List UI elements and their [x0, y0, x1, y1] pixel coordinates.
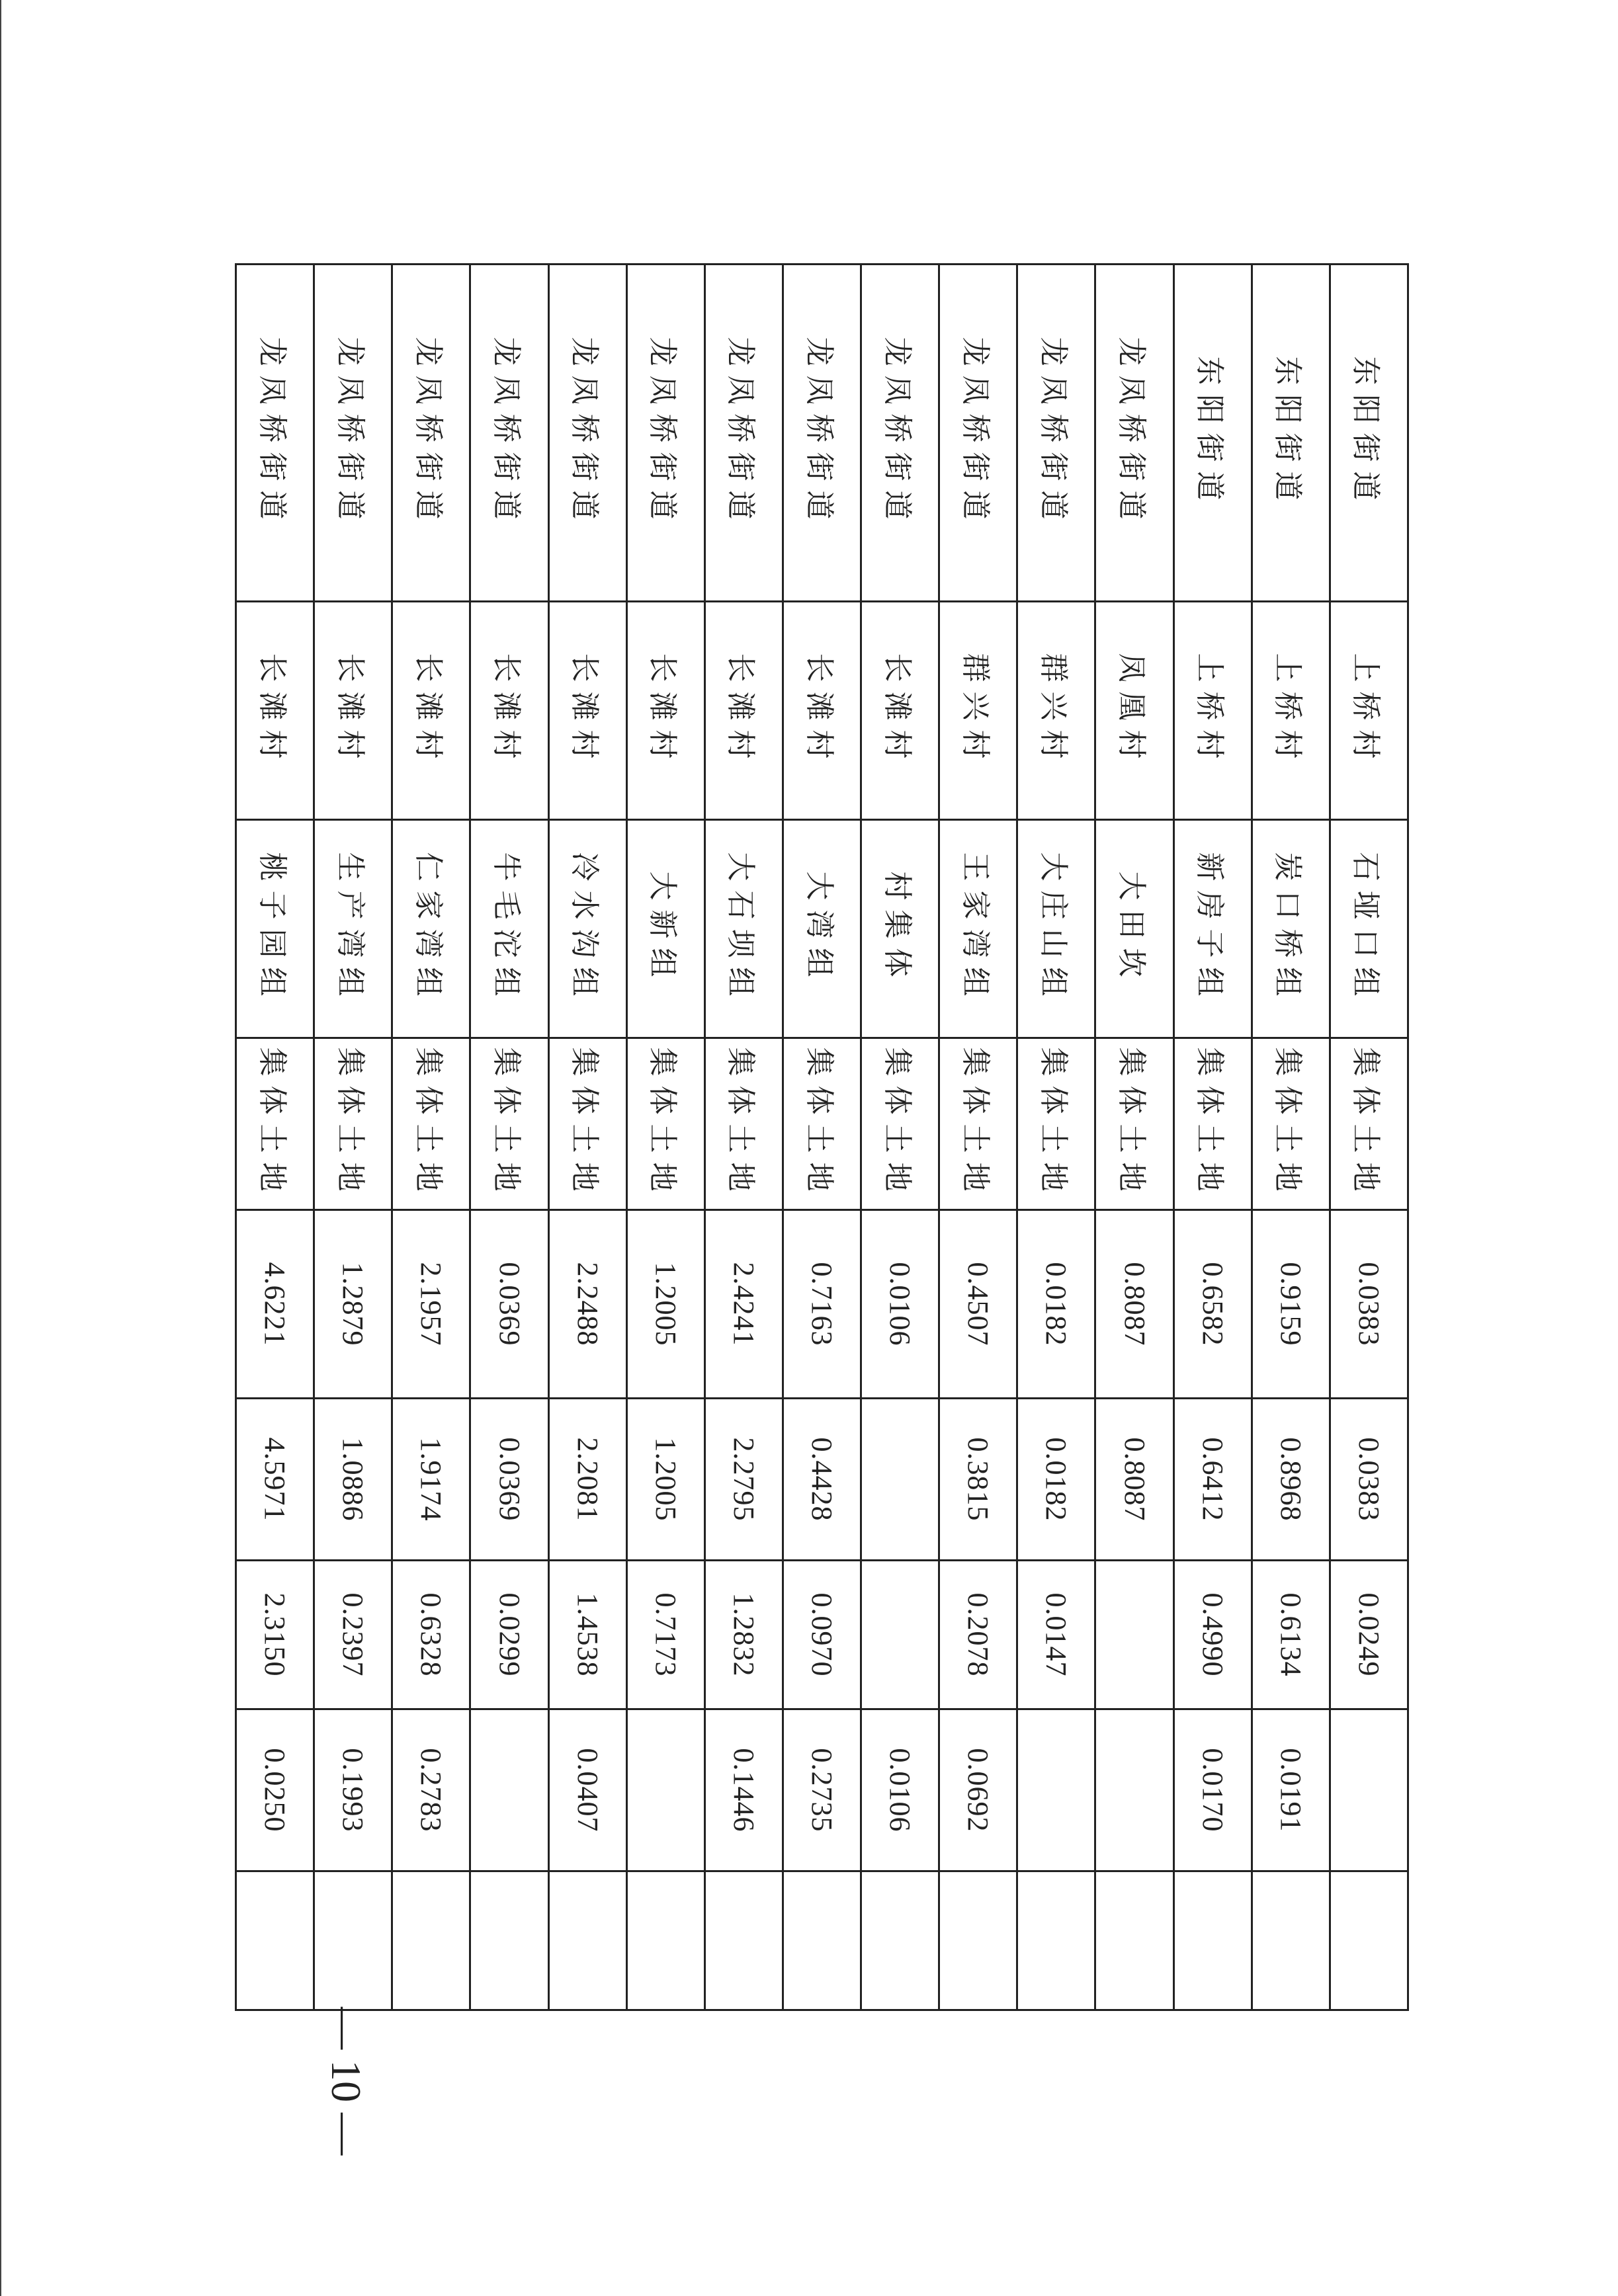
area-3-cell: 1.2832 [704, 1561, 783, 1709]
village-cell: 长滩村 [548, 602, 626, 820]
table-row [939, 265, 1017, 2010]
table-row [1252, 265, 1330, 2010]
group-cell: 桃子园组 [236, 820, 314, 1038]
area-total-cell: 0.4507 [939, 1210, 1017, 1399]
blank-cell [470, 1871, 548, 2010]
village-cell: 长滩村 [704, 602, 783, 820]
area-4-cell: 0.0191 [1252, 1709, 1330, 1871]
area-2-cell: 0.4428 [783, 1399, 861, 1561]
table-row [626, 265, 704, 2010]
area-4-cell: 0.0106 [861, 1709, 939, 1871]
group-cell: 大石坝组 [704, 820, 783, 1038]
street-cell: 龙凤桥街道 [939, 265, 1017, 602]
area-2-cell: 2.2795 [704, 1399, 783, 1561]
table-row [1017, 265, 1095, 2010]
land-type-cell: 集体土地 [470, 1038, 548, 1210]
area-2-cell: 4.5971 [236, 1399, 314, 1561]
group-cell: 冷水沟组 [548, 820, 626, 1038]
area-total-cell: 0.0369 [470, 1210, 548, 1399]
area-total-cell: 2.2488 [548, 1210, 626, 1399]
area-3-cell: 0.6134 [1252, 1561, 1330, 1709]
group-cell: 石垭口组 [1330, 820, 1408, 1038]
land-type-cell: 集体土地 [1330, 1038, 1408, 1210]
table-body [236, 265, 1408, 2010]
village-cell: 长滩村 [314, 602, 392, 820]
area-4-cell: 0.0170 [1173, 1709, 1252, 1871]
land-type-cell: 集体土地 [1017, 1038, 1095, 1210]
area-3-cell [1095, 1561, 1173, 1709]
blank-cell [548, 1871, 626, 2010]
area-3-cell: 0.2078 [939, 1561, 1017, 1709]
group-cell: 村集体 [861, 820, 939, 1038]
village-cell: 长滩村 [470, 602, 548, 820]
blank-cell [626, 1871, 704, 2010]
group-cell: 生产湾组 [314, 820, 392, 1038]
area-2-cell: 0.0182 [1017, 1399, 1095, 1561]
group-cell: 王家湾组 [939, 820, 1017, 1038]
village-cell: 长滩村 [626, 602, 704, 820]
area-2-cell: 1.9174 [392, 1399, 470, 1561]
area-total-cell: 1.2879 [314, 1210, 392, 1399]
land-type-cell: 集体土地 [314, 1038, 392, 1210]
blank-cell [704, 1871, 783, 2010]
group-cell: 仁家湾组 [392, 820, 470, 1038]
land-type-cell: 集体土地 [1252, 1038, 1330, 1210]
street-cell: 龙凤桥街道 [548, 265, 626, 602]
area-3-cell: 0.0970 [783, 1561, 861, 1709]
area-2-cell: 0.8968 [1252, 1399, 1330, 1561]
village-cell: 上桥村 [1173, 602, 1252, 820]
area-4-cell [1330, 1709, 1408, 1871]
street-cell: 龙凤桥街道 [392, 265, 470, 602]
area-3-cell: 0.0299 [470, 1561, 548, 1709]
group-cell: 大湾组 [783, 820, 861, 1038]
street-cell: 龙凤桥街道 [470, 265, 548, 602]
area-total-cell: 0.0106 [861, 1210, 939, 1399]
area-total-cell: 2.4241 [704, 1210, 783, 1399]
land-type-cell: 集体土地 [236, 1038, 314, 1210]
land-type-cell: 集体土地 [392, 1038, 470, 1210]
area-total-cell: 0.0182 [1017, 1210, 1095, 1399]
group-cell: 牛毛沱组 [470, 820, 548, 1038]
area-2-cell: 0.8087 [1095, 1399, 1173, 1561]
table-row [236, 265, 314, 2010]
street-cell: 龙凤桥街道 [783, 265, 861, 602]
village-cell: 上桥村 [1330, 602, 1408, 820]
area-3-cell: 0.7173 [626, 1561, 704, 1709]
blank-cell [314, 1871, 392, 2010]
area-4-cell: 0.1446 [704, 1709, 783, 1871]
area-3-cell: 0.6328 [392, 1561, 470, 1709]
area-4-cell: 0.2783 [392, 1709, 470, 1871]
area-2-cell: 0.0383 [1330, 1399, 1408, 1561]
group-cell: 新房子组 [1173, 820, 1252, 1038]
street-cell: 龙凤桥街道 [626, 265, 704, 602]
area-3-cell: 0.0147 [1017, 1561, 1095, 1709]
group-cell: 大庄山组 [1017, 820, 1095, 1038]
table-row [470, 265, 548, 2010]
land-type-cell: 集体土地 [626, 1038, 704, 1210]
street-cell: 龙凤桥街道 [314, 265, 392, 602]
land-type-cell: 集体土地 [861, 1038, 939, 1210]
land-type-cell: 集体土地 [548, 1038, 626, 1210]
table-row [861, 265, 939, 2010]
land-type-cell: 集体土地 [1173, 1038, 1252, 1210]
page-number: — 10 — [323, 2007, 370, 2155]
area-2-cell: 2.2081 [548, 1399, 626, 1561]
area-total-cell: 0.7163 [783, 1210, 861, 1399]
blank-cell [783, 1871, 861, 2010]
blank-cell [1252, 1871, 1330, 2010]
table-row [1173, 265, 1252, 2010]
area-total-cell: 4.6221 [236, 1210, 314, 1399]
street-cell: 龙凤桥街道 [1095, 265, 1173, 602]
blank-cell [861, 1871, 939, 2010]
table-row [548, 265, 626, 2010]
street-cell: 龙凤桥街道 [861, 265, 939, 602]
table-rotated-container [235, 263, 1409, 2009]
street-cell: 东阳街道 [1330, 265, 1408, 602]
street-cell: 东阳街道 [1252, 265, 1330, 602]
area-3-cell [861, 1561, 939, 1709]
area-total-cell: 0.9159 [1252, 1210, 1330, 1399]
blank-cell [939, 1871, 1017, 2010]
village-cell: 群兴村 [939, 602, 1017, 820]
area-3-cell: 2.3150 [236, 1561, 314, 1709]
blank-cell [1173, 1871, 1252, 2010]
village-cell: 长滩村 [861, 602, 939, 820]
area-3-cell: 0.0249 [1330, 1561, 1408, 1709]
street-cell: 东阳街道 [1173, 265, 1252, 602]
group-cell: 炭口桥组 [1252, 820, 1330, 1038]
area-3-cell: 0.2397 [314, 1561, 392, 1709]
area-3-cell: 0.4990 [1173, 1561, 1252, 1709]
village-cell: 长滩村 [392, 602, 470, 820]
table-row [314, 265, 392, 2010]
table-row [1095, 265, 1173, 2010]
area-total-cell: 0.8087 [1095, 1210, 1173, 1399]
village-cell: 凤凰村 [1095, 602, 1173, 820]
area-4-cell: 0.1993 [314, 1709, 392, 1871]
table-row [1330, 265, 1408, 2010]
village-cell: 长滩村 [783, 602, 861, 820]
area-4-cell [470, 1709, 548, 1871]
land-type-cell: 集体土地 [939, 1038, 1017, 1210]
blank-cell [1330, 1871, 1408, 2010]
street-cell: 龙凤桥街道 [704, 265, 783, 602]
street-cell: 龙凤桥街道 [236, 265, 314, 602]
area-total-cell: 2.1957 [392, 1210, 470, 1399]
area-total-cell: 0.0383 [1330, 1210, 1408, 1399]
area-total-cell: 0.6582 [1173, 1210, 1252, 1399]
area-2-cell: 0.3815 [939, 1399, 1017, 1561]
blank-cell [1095, 1871, 1173, 2010]
table-row [783, 265, 861, 2010]
area-4-cell: 0.0407 [548, 1709, 626, 1871]
land-type-cell: 集体土地 [1095, 1038, 1173, 1210]
area-2-cell: 0.6412 [1173, 1399, 1252, 1561]
village-cell: 长滩村 [236, 602, 314, 820]
area-4-cell [1017, 1709, 1095, 1871]
area-2-cell: 0.0369 [470, 1399, 548, 1561]
blank-cell [236, 1871, 314, 2010]
area-4-cell: 0.0692 [939, 1709, 1017, 1871]
area-2-cell [861, 1399, 939, 1561]
land-type-cell: 集体土地 [783, 1038, 861, 1210]
area-4-cell: 0.0250 [236, 1709, 314, 1871]
table-row [392, 265, 470, 2010]
area-3-cell: 1.4538 [548, 1561, 626, 1709]
blank-cell [1017, 1871, 1095, 2010]
group-cell: 大田坎 [1095, 820, 1173, 1038]
street-cell: 龙凤桥街道 [1017, 265, 1095, 602]
area-2-cell: 1.2005 [626, 1399, 704, 1561]
area-4-cell: 0.2735 [783, 1709, 861, 1871]
village-cell: 群兴村 [1017, 602, 1095, 820]
land-table [235, 263, 1409, 2011]
area-total-cell: 1.2005 [626, 1210, 704, 1399]
page-edge-line [0, 0, 1, 2296]
blank-cell [392, 1871, 470, 2010]
area-4-cell [626, 1709, 704, 1871]
land-type-cell: 集体土地 [704, 1038, 783, 1210]
group-cell: 大新组 [626, 820, 704, 1038]
village-cell: 上桥村 [1252, 602, 1330, 820]
area-2-cell: 1.0886 [314, 1399, 392, 1561]
table-row [704, 265, 783, 2010]
area-4-cell [1095, 1709, 1173, 1871]
